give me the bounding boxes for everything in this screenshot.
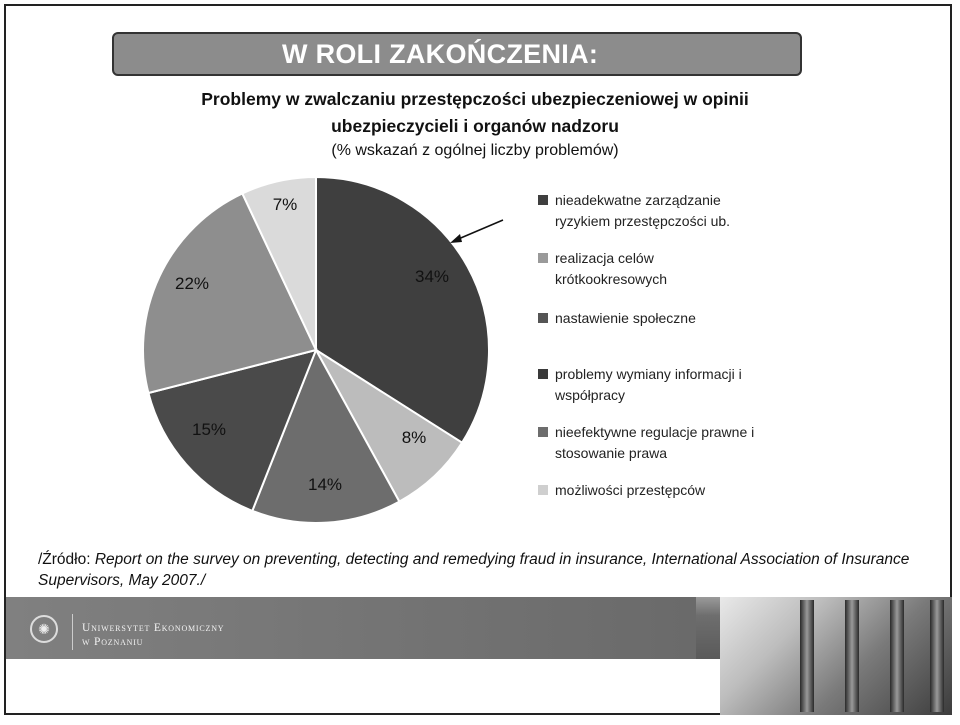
legend-item [538,308,805,329]
legend-label: problemy wymiany informacji i współpracy [555,366,742,403]
legend-swatch [538,369,548,379]
chart-title-line1: Problemy w zwalczaniu przestępczości ubezpieczeniowej w opinii [201,89,749,109]
source-lead: /Źródło: [38,551,95,568]
photo-column [890,600,904,712]
legend-label: możliwości przestępców [555,482,706,498]
photo-column [800,600,814,712]
legend-swatch [538,195,548,205]
legend-swatch [538,485,548,495]
university-name-line1: Uniwersytet Ekonomiczny [82,622,225,634]
legend-label: nieadekwatne zarządzanie ryzykiem przestępczości ub. [555,192,731,229]
chart-title-line2: ubezpieczycieli i organów nadzoru [331,116,619,136]
legend-item [538,364,805,406]
legend-label: nastawienie społeczne [555,310,696,326]
pie-slice-label: 8% [401,428,427,447]
legend-label: realizacja celów krótkookresowych [555,250,668,287]
pie-slices [143,177,489,523]
legend-swatch [538,253,548,263]
source-text: Report on the survey on preventing, detecting and remedying fraud in insurance, International Association of Insurance Supervisors, May 2007./ [38,551,910,589]
legend-item [538,248,805,290]
chart-subtitle: (% wskazań z ogólnej liczby problemów) [331,142,619,159]
pie-slice-label: 15% [191,420,227,439]
legend-swatch [538,313,548,323]
photo-column [845,600,859,712]
legend-item [538,422,805,464]
legend-label: nieefektywne regulacje prawne i stosowanie prawa [555,424,755,461]
banner-title: W ROLI ZAKOŃCZENIA: [282,38,599,69]
footer-divider [72,614,73,650]
university-emblem-icon: ✺ [30,615,58,643]
legend-swatch [538,427,548,437]
pie-slice-label: 22% [174,274,210,293]
pie-slice-label: 14% [307,475,343,494]
source-note [38,549,938,591]
pie-slice-label: 34% [414,267,450,286]
legend-arrow [450,220,503,243]
legend-item [538,480,805,501]
footer-building-photo [720,597,952,715]
university-name-line2: w Poznaniu [82,636,144,648]
pie-slice-label: 7% [272,195,298,214]
legend-item [538,190,805,232]
photo-column [930,600,944,712]
